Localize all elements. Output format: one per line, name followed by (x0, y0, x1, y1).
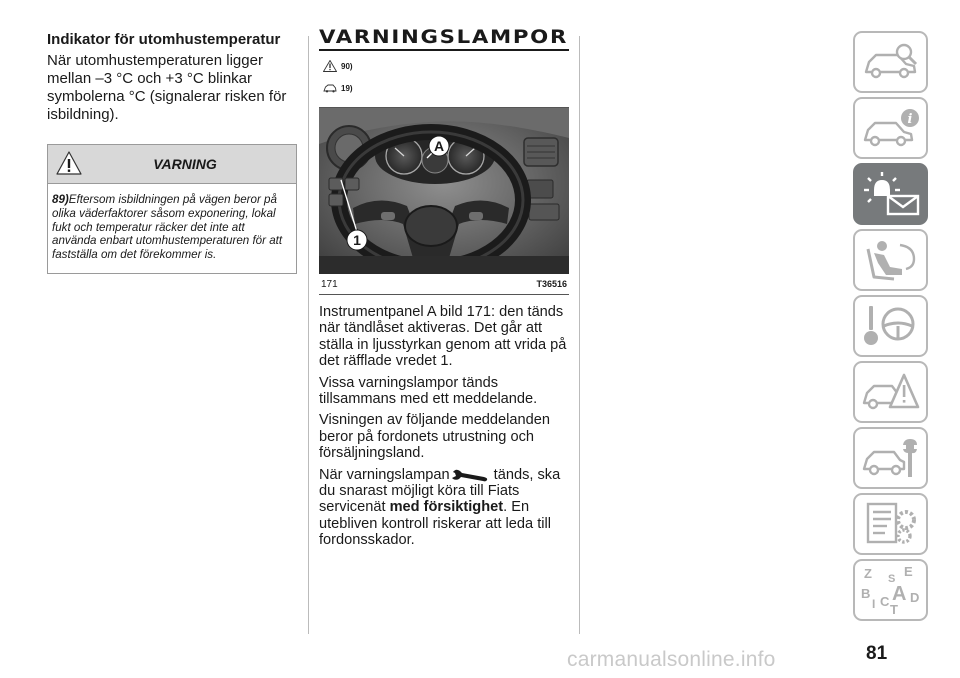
warning-triangle-small-icon (323, 60, 337, 72)
warning-body (48, 183, 296, 273)
tab-starting-driving[interactable] (853, 295, 928, 357)
index-letter-a: A (891, 583, 906, 605)
car-info-icon (860, 106, 922, 150)
callout-a-label: A (433, 138, 445, 154)
column-divider-right (579, 36, 580, 634)
outside-temperature-heading: Indikator för utomhustemperatur (47, 31, 281, 48)
paragraph-4-end: . En utebliven kontroll riskerar att leda till fordonsskador. (319, 499, 551, 549)
section-title: VARNINGSLAMPOR (319, 26, 569, 48)
wrench-warning-icon (451, 468, 489, 482)
seat-airbag-icon (860, 237, 922, 283)
warning-light-message-icon (860, 170, 922, 218)
paragraph-3: Visningen av följande meddelanden beror på fordonets utrustning och försäljningsland. (319, 412, 550, 462)
outside-temperature-paragraph: När utomhustemperaturen ligger mellan –3 °C och +3 °C blinkar symbolerna °C (signalerar risken för isbildning). (47, 52, 287, 123)
paragraph-4-after: tänds, ska du snarast möjligt köra till Fiats servicenät (319, 466, 561, 516)
car-search-icon (860, 40, 922, 84)
key-steering-wheel-icon (860, 302, 922, 350)
figure-caption (319, 274, 569, 294)
figure-171 (319, 107, 569, 295)
car-care-small-icon (323, 83, 337, 93)
dashboard-photo (319, 108, 569, 274)
tab-index[interactable] (853, 559, 928, 621)
svg-text:i: i (907, 112, 912, 127)
tab-getting-to-know-car[interactable] (853, 31, 928, 93)
section-title-rule (319, 49, 569, 51)
tab-safety[interactable] (853, 229, 928, 291)
car-wrench-icon (860, 435, 922, 481)
index-letter-c: C (879, 594, 889, 609)
warning-text: Eftersom isbildningen på vägen beror på olika väderfaktorer såsom exponering, lokal fukt och temperatur räcker det inte att använda enbart utomhustemperaturen för att fastställa om det förekommer is. (52, 193, 283, 262)
warning-number: 89) (52, 193, 69, 206)
alphabet-index-icon (860, 564, 922, 616)
reference-number-2: 19) (341, 83, 353, 93)
callout-1-label: 1 (353, 232, 361, 248)
index-letter-e: E (903, 564, 913, 579)
watermark: carmanualsonline.info (567, 648, 776, 671)
index-letter-t: T (889, 602, 898, 616)
page-number: 81 (866, 643, 888, 664)
index-letter-b: B (860, 586, 870, 601)
car-breakdown-warning-icon (860, 369, 922, 415)
tab-maintenance[interactable] (853, 427, 928, 489)
index-letter-i: I (871, 597, 875, 611)
paragraph-1: Instrumentpanel A bild 171: den tänds när tändlåset aktiveras. Det går att ställa in ljusstyrkan genom att vrida på det räfflade vredet 1. (319, 304, 567, 370)
specifications-gear-icon (860, 500, 922, 548)
paragraph-2: Vissa varningslampor tänds tillsammans med ett meddelande. (319, 374, 538, 408)
left-column (47, 30, 297, 274)
figure-number: 171 (321, 279, 338, 290)
tab-warning-lights[interactable] (853, 163, 928, 225)
reference-number-1: 90) (341, 61, 353, 71)
chapter-tabs (853, 31, 928, 625)
warning-title: VARNING (153, 156, 217, 172)
warning-header (48, 145, 296, 183)
middle-column (319, 26, 571, 549)
index-letter-s: S (887, 573, 895, 585)
paragraph-4-bold: med försiktighet (389, 499, 504, 516)
reference-row-warning (323, 57, 571, 75)
column-divider-left (308, 36, 309, 634)
warning-box (47, 144, 297, 274)
tab-technical-data[interactable] (853, 493, 928, 555)
reference-row-note (323, 79, 571, 97)
index-letter-d: D (909, 590, 919, 605)
tab-dashboard-info[interactable] (853, 97, 928, 159)
tab-emergency[interactable] (853, 361, 928, 423)
figure-code: T36516 (536, 279, 567, 289)
index-letter-z: Z (863, 566, 872, 581)
paragraph-4 (319, 467, 571, 549)
paragraph-4-before: När varningslampan (319, 466, 450, 483)
